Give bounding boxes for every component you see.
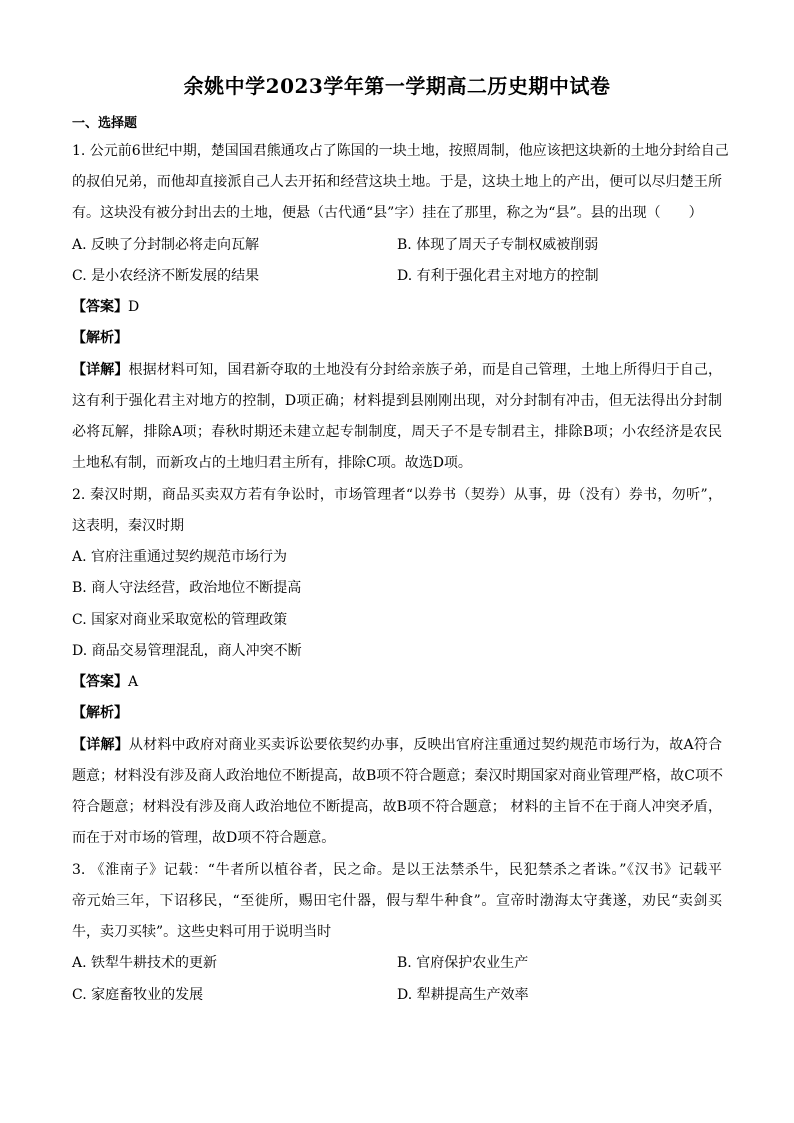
q3-option-c: C. 家庭畜牧业的发展 xyxy=(72,987,204,1003)
q3-option-b: B. 官府保护农业生产 xyxy=(397,955,529,971)
q2-option-b: B. 商人守法经营，政治地位不断提高 xyxy=(72,580,302,596)
q3-stem-line: 3. 《淮南子》记载：“牛者所以植谷者，民之命。是以王法禁杀牛，民犯禁杀之者诛。”《汉书》记载平 xyxy=(72,862,722,878)
answer-value: D xyxy=(128,299,140,315)
q2-detail-line: 而在于对市场的管理，故D项不符合题意。 xyxy=(72,830,336,846)
q2-stem-line: 这表明，秦汉时期 xyxy=(72,518,184,534)
q1-detail-line: 【详解】根据材料可知，国君新夺取的土地没有分封给亲族子弟，而是自己管理，土地上所得归于自己， xyxy=(72,362,723,378)
q1-stem-line: 的叔伯兄弟，而他却直接派自己人去开拓和经营这块土地。于是，这块土地上的产出，便可以尽归楚王所 xyxy=(72,174,722,190)
q1-option-c: C. 是小农经济不断发展的结果 xyxy=(72,268,260,284)
q3-option-a: A. 铁犁牛耕技术的更新 xyxy=(72,955,218,971)
detail-tag: 【详解】 xyxy=(72,362,129,378)
answer-tag: 【答案】 xyxy=(72,674,128,690)
answer-tag: 【答案】 xyxy=(72,299,128,315)
detail-tag: 【详解】 xyxy=(72,737,129,753)
q2-option-a: A. 官府注重通过契约规范市场行为 xyxy=(72,549,288,565)
answer-value: A xyxy=(128,674,139,690)
q3-stem-line: 牛，卖刀买犊”。这些史料可用于说明当时 xyxy=(72,924,332,940)
q1-answer xyxy=(72,296,139,316)
q1-detail-line: 土地私有制，而新攻占的土地归君主所有，排除C项。故选D项。 xyxy=(72,455,472,471)
q1-option-b: B. 体现了周天子专制权威被削弱 xyxy=(397,237,599,253)
q2-detail-line: 符合题意；材料没有涉及商人政治地位不断提高，故B项不符合题意； 材料的主旨不在于商人冲突矛盾， xyxy=(72,799,722,815)
q2-detail-line: 【详解】从材料中政府对商业买卖诉讼要依契约办事，反映出官府注重通过契约规范市场行为，故A符合 xyxy=(72,737,723,753)
section-heading: 一、选择题 xyxy=(72,116,138,131)
q2-answer xyxy=(72,671,138,691)
page-title: 余姚中学2023学年第一学期高二历史期中试卷 xyxy=(183,74,611,98)
q1-stem-line: 有。这块没有被分封出去的土地，便悬（古代通“县”字）挂在了那里，称之为“县”。县的出现（ ） xyxy=(72,205,703,221)
q2-option-c: C. 国家对商业采取宽松的管理政策 xyxy=(72,612,288,628)
q2-detail-line: 题意；材料没有涉及商人政治地位不断提高，故B项不符合题意；秦汉时期国家对商业管理严格，故C项不 xyxy=(72,768,723,784)
q1-detail-line: 这有利于强化君主对地方的控制，D项正确；材料提到县刚刚出现，对分封制有冲击，但无法得出分封制 xyxy=(72,393,722,409)
q1-option-a: A. 反映了分封制必将走向瓦解 xyxy=(72,237,260,253)
q1-analysis-tag: 【解析】 xyxy=(72,330,128,346)
q2-analysis-tag: 【解析】 xyxy=(72,705,128,721)
q3-stem-line: 帝元始三年，下诏移民，“至徙所，赐田宅什器，假与犁牛种食”。宣帝时渤海太守龚遂，劝民“卖剑买 xyxy=(72,893,722,909)
q2-option-d: D. 商品交易管理混乱，商人冲突不断 xyxy=(72,643,302,659)
q3-option-d: D. 犁耕提高生产效率 xyxy=(397,987,529,1003)
q1-option-d: D. 有利于强化君主对地方的控制 xyxy=(397,268,599,284)
q1-detail-line: 必将瓦解，排除A项；春秋时期还未建立起专制制度，周天子不是专制君主，排除B项；小农经济是农民 xyxy=(72,424,722,440)
q1-stem-line: 1. 公元前6世纪中期，楚国国君熊通攻占了陈国的一块土地，按照周制，他应该把这块新的土地分封给自己 xyxy=(72,143,729,159)
q2-stem-line: 2. 秦汉时期，商品买卖双方若有争讼时，市场管理者“以券书（契券）从事，毋（没有）券书，勿听”， xyxy=(72,487,722,503)
